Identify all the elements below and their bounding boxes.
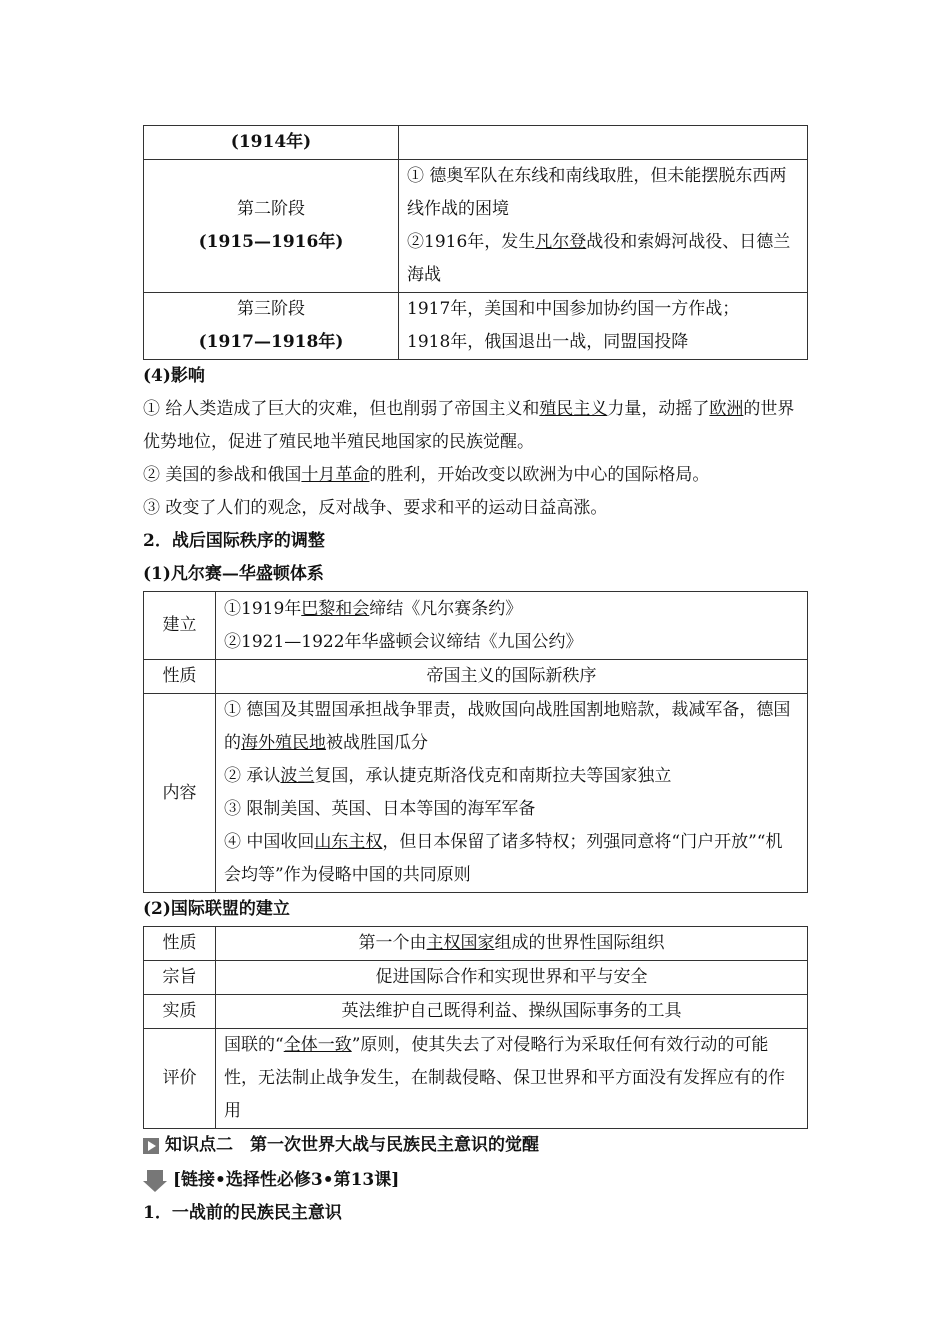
table-row [144, 1029, 808, 1129]
underlined-term: 全体一致 [283, 1035, 352, 1055]
stage-cell [144, 160, 399, 293]
document-content [143, 125, 808, 1230]
impact-heading: (4)影响 [143, 366, 205, 386]
stage-years: (1915—1916年) [198, 232, 344, 252]
stage-detail-line: 1918年，俄国退出一战，同盟国投降 [407, 332, 689, 352]
row-content [216, 927, 808, 961]
link-reference [143, 1164, 808, 1197]
subsection-heading: (2)国际联盟的建立 [143, 899, 290, 919]
text: ”原则，使其失去了对侵略行为采取任何有效行动的可能性，无法制止战争发生，在制裁侵略、保卫世界和平方面没有发挥应有的作用 [224, 1035, 785, 1121]
underlined-term: 十月革命 [301, 465, 370, 485]
text: ① 给人类造成了巨大的灾难，但也削弱了帝国主义和 [143, 399, 540, 419]
section-heading: 2．战后国际秩序的调整 [143, 531, 325, 551]
content-line [224, 694, 799, 760]
content-line [224, 593, 799, 626]
row-content [216, 694, 808, 893]
text: 被战胜国瓜分 [326, 733, 428, 753]
row-content [216, 1029, 808, 1129]
play-triangle-icon [143, 1138, 159, 1154]
underlined-term: 欧洲 [709, 399, 744, 419]
subsection-heading: (1)凡尔赛—华盛顿体系 [143, 564, 324, 584]
underlined-term: 山东主权 [314, 832, 383, 852]
row-label: 性质 [144, 927, 216, 961]
knowledge-point-heading [143, 1129, 808, 1162]
table-row [144, 160, 808, 293]
text: 的胜利，开始改变以欧洲为中心的国际格局。 [369, 465, 710, 485]
table-row [144, 927, 808, 961]
underlined-term: 海外殖民地 [241, 733, 326, 753]
versailles-washington-table [143, 591, 808, 893]
stage-detail-line [407, 226, 799, 292]
impact-paragraph [143, 459, 808, 492]
text: ②1916年，发生 [407, 232, 536, 252]
league-of-nations-table [143, 926, 808, 1129]
row-label: 实质 [144, 995, 216, 1029]
underlined-term: 巴黎和会 [301, 598, 370, 619]
row-label: 评价 [144, 1029, 216, 1129]
content-line: ③ 限制美国、英国、日本等国的海军军备 [224, 799, 536, 819]
text: 组成的世界性国际组织 [494, 933, 665, 953]
stage-name: 第二阶段 [237, 199, 305, 219]
stage-years: (1917—1918年) [198, 332, 344, 352]
text: ① 德国及其盟国承担战争罪责，战败国向战胜国割地赔款，裁减军备，德国的 [224, 700, 791, 753]
text: ② 美国的参战和俄国 [143, 465, 302, 485]
table-row [144, 660, 808, 694]
knowledge-point-title: 知识点二 第一次世界大战与民族民主意识的觉醒 [165, 1135, 539, 1155]
underlined-term: 凡尔登 [535, 232, 587, 252]
section-heading: 1．一战前的民族民主意识 [143, 1203, 342, 1223]
content-line: ②1921—1922年华盛顿会议缔结《九国公约》 [224, 631, 583, 652]
text: ，但日本保留了诸多特权；列强同意将“门户开放”“机会均等”作为侵略中国的共同原则 [224, 832, 783, 885]
row-content: 英法维护自己既得利益、操纵国际事务的工具 [216, 995, 808, 1029]
table-row [144, 694, 808, 893]
text: 国联的“ [224, 1035, 284, 1055]
row-label: 性质 [144, 660, 216, 694]
row-content [216, 592, 808, 660]
table-row [144, 961, 808, 995]
stage-detail-cell [399, 293, 808, 360]
text: ①1919年 [224, 598, 302, 619]
stage-detail-cell [399, 126, 808, 160]
table-row [144, 995, 808, 1029]
stage-cell [144, 293, 399, 360]
text: 缔结《凡尔赛条约》 [369, 598, 523, 619]
stage-name: 第三阶段 [237, 299, 305, 319]
text: 的世界优势地位，促进了殖民地半殖民地国家的民族觉醒。 [143, 399, 795, 452]
underlined-term: 殖民主义 [539, 399, 608, 419]
stage-detail-cell [399, 160, 808, 293]
war-stages-table [143, 125, 808, 360]
content-line [224, 760, 799, 793]
row-label: 宗旨 [144, 961, 216, 995]
text: 力量，动摇了 [607, 399, 710, 419]
text: ② 承认 [224, 766, 281, 786]
stage-detail-line: 1917年，美国和中国参加协约国一方作战； [407, 299, 740, 319]
row-content: 帝国主义的国际新秩序 [216, 660, 808, 694]
stage-cell: (1914年) [144, 126, 399, 160]
underlined-term: 波兰 [280, 766, 315, 786]
underlined-term: 主权国家 [426, 933, 495, 953]
table-row [144, 293, 808, 360]
down-arrow-icon [143, 1170, 167, 1192]
content-line [224, 826, 799, 892]
table-row [144, 592, 808, 660]
row-label: 内容 [144, 694, 216, 893]
row-content: 促进国际合作和实现世界和平与安全 [216, 961, 808, 995]
row-label: 建立 [144, 592, 216, 660]
text: ④ 中国收回 [224, 832, 315, 852]
text: 战役和索姆河战役、日德兰海战 [407, 232, 791, 285]
impact-paragraph [143, 393, 808, 459]
text: 复国，承认捷克斯洛伐克和南斯拉夫等国家独立 [314, 766, 672, 786]
text: 第一个由 [358, 933, 427, 953]
link-reference-text: [链接•选择性必修3•第13课] [173, 1170, 400, 1190]
impact-paragraph: ③ 改变了人们的观念，反对战争、要求和平的运动日益高涨。 [143, 498, 608, 518]
stage-detail-line: ① 德奥军队在东线和南线取胜，但未能摆脱东西两线作战的困境 [407, 166, 787, 219]
table-row [144, 126, 808, 160]
